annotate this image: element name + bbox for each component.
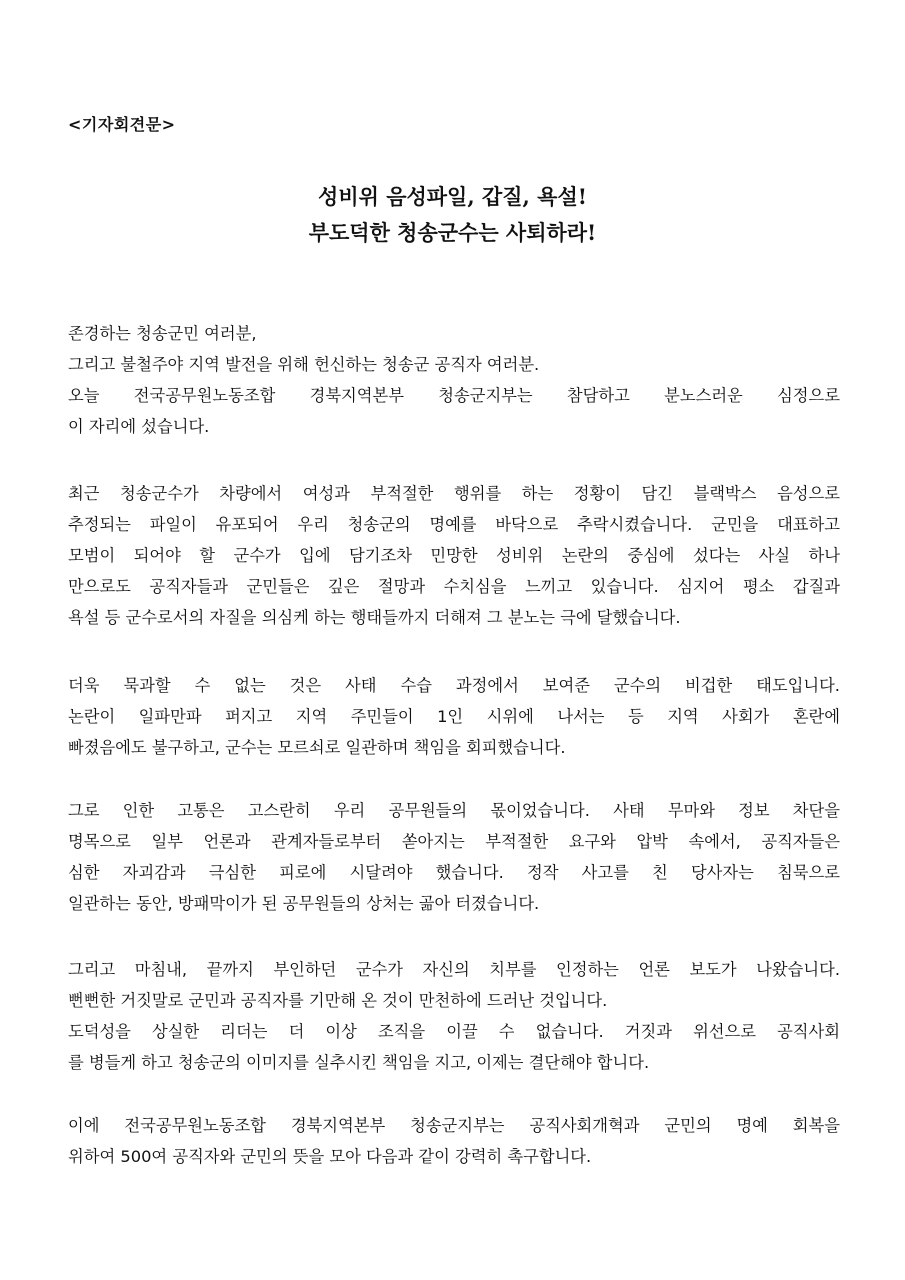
paragraph-line: 뻔뻔한 거짓말로 군민과 공직자를 기만해 온 것이 만천하에 드러난 것입니다.: [68, 991, 608, 1010]
headline-line-2: 부도덕한 청송군수는 사퇴하라!: [308, 220, 597, 245]
paragraph-line: 논란이 일파만파 퍼지고 지역 주민들이 1인 시위에 나서는 등 지역 사회가 혼란에: [68, 707, 840, 726]
headline-line-1: 성비위 음성파일, 갑질, 욕설!: [318, 184, 587, 209]
paragraph-line: 더욱 묵과할 수 없는 것은 사태 수습 과정에서 보여준 군수의 비겁한 태도입니다.: [68, 676, 840, 695]
paragraph-incident: [68, 478, 840, 633]
paragraph-line: 이에 전국공무원노동조합 경북지역본부 청송군지부는 공직사회개혁과 군민의 명예 회복을: [68, 1116, 840, 1135]
paragraph-greeting: [68, 318, 840, 442]
paragraph-line: 추정되는 파일이 유포되어 우리 청송군의 명예를 바닥으로 추락시켰습니다. 군민을 대표하고: [68, 515, 840, 534]
paragraph-line: 욕설 등 군수로서의 자질을 의심케 하는 행태들까지 더해져 그 분노는 극에 달했습니다.: [68, 608, 681, 627]
paragraph-line: 명목으로 일부 언론과 관계자들로부터 쏟아지는 부적절한 요구와 압박 속에서, 공직자들은: [68, 832, 840, 851]
paragraph-admission: [68, 954, 840, 1078]
paragraph-line: 그리고 불철주야 지역 발전을 위해 헌신하는 청송군 공직자 여러분.: [68, 355, 540, 374]
document-label: <기자회견문>: [68, 115, 176, 134]
paragraph-line: 이 자리에 섰습니다.: [68, 417, 210, 436]
paragraph-line: 일관하는 동안, 방패막이가 된 공무원들의 상처는 곪아 터졌습니다.: [68, 894, 540, 913]
paragraph-line: 위하여 500여 공직자와 군민의 뜻을 모아 다음과 같이 강력히 촉구합니다.: [68, 1147, 592, 1166]
paragraph-demand: [68, 1110, 840, 1172]
paragraph-line: 모범이 되어야 할 군수가 입에 담기조차 민망한 성비위 논란의 중심에 섰다는 사실 하나: [68, 546, 840, 565]
paragraph-line: 를 병들게 하고 청송군의 이미지를 실추시킨 책임을 지고, 이제는 결단해야 합니다.: [68, 1053, 650, 1072]
paragraph-line: 빠졌음에도 불구하고, 군수는 모르쇠로 일관하며 책임을 회피했습니다.: [68, 738, 566, 757]
paragraph-line: 최근 청송군수가 차량에서 여성과 부적절한 행위를 하는 정황이 담긴 블랙박스 음성으로: [68, 484, 840, 503]
paragraph-line: 도덕성을 상실한 리더는 더 이상 조직을 이끌 수 없습니다. 거짓과 위선으로 공직사회: [68, 1022, 840, 1041]
paragraph-attitude: [68, 670, 840, 763]
paragraph-line: 만으로도 공직자들과 군민들은 깊은 절망과 수치심을 느끼고 있습니다. 심지어 평소 갑질과: [68, 577, 840, 596]
paragraph-line: 그로 인한 고통은 고스란히 우리 공무원들의 몫이었습니다. 사태 무마와 정보 차단을: [68, 801, 840, 820]
paragraph-line: 심한 자괴감과 극심한 피로에 시달려야 했습니다. 정작 사고를 친 당사자는 침묵으로: [68, 863, 840, 882]
paragraph-pain: [68, 795, 840, 919]
paragraph-line: 그리고 마침내, 끝까지 부인하던 군수가 자신의 치부를 인정하는 언론 보도가 나왔습니다.: [68, 960, 840, 979]
paragraph-line: 존경하는 청송군민 여러분,: [68, 324, 257, 343]
paragraph-line: 오늘 전국공무원노동조합 경북지역본부 청송군지부는 참담하고 분노스러운 심정으로: [68, 386, 840, 405]
